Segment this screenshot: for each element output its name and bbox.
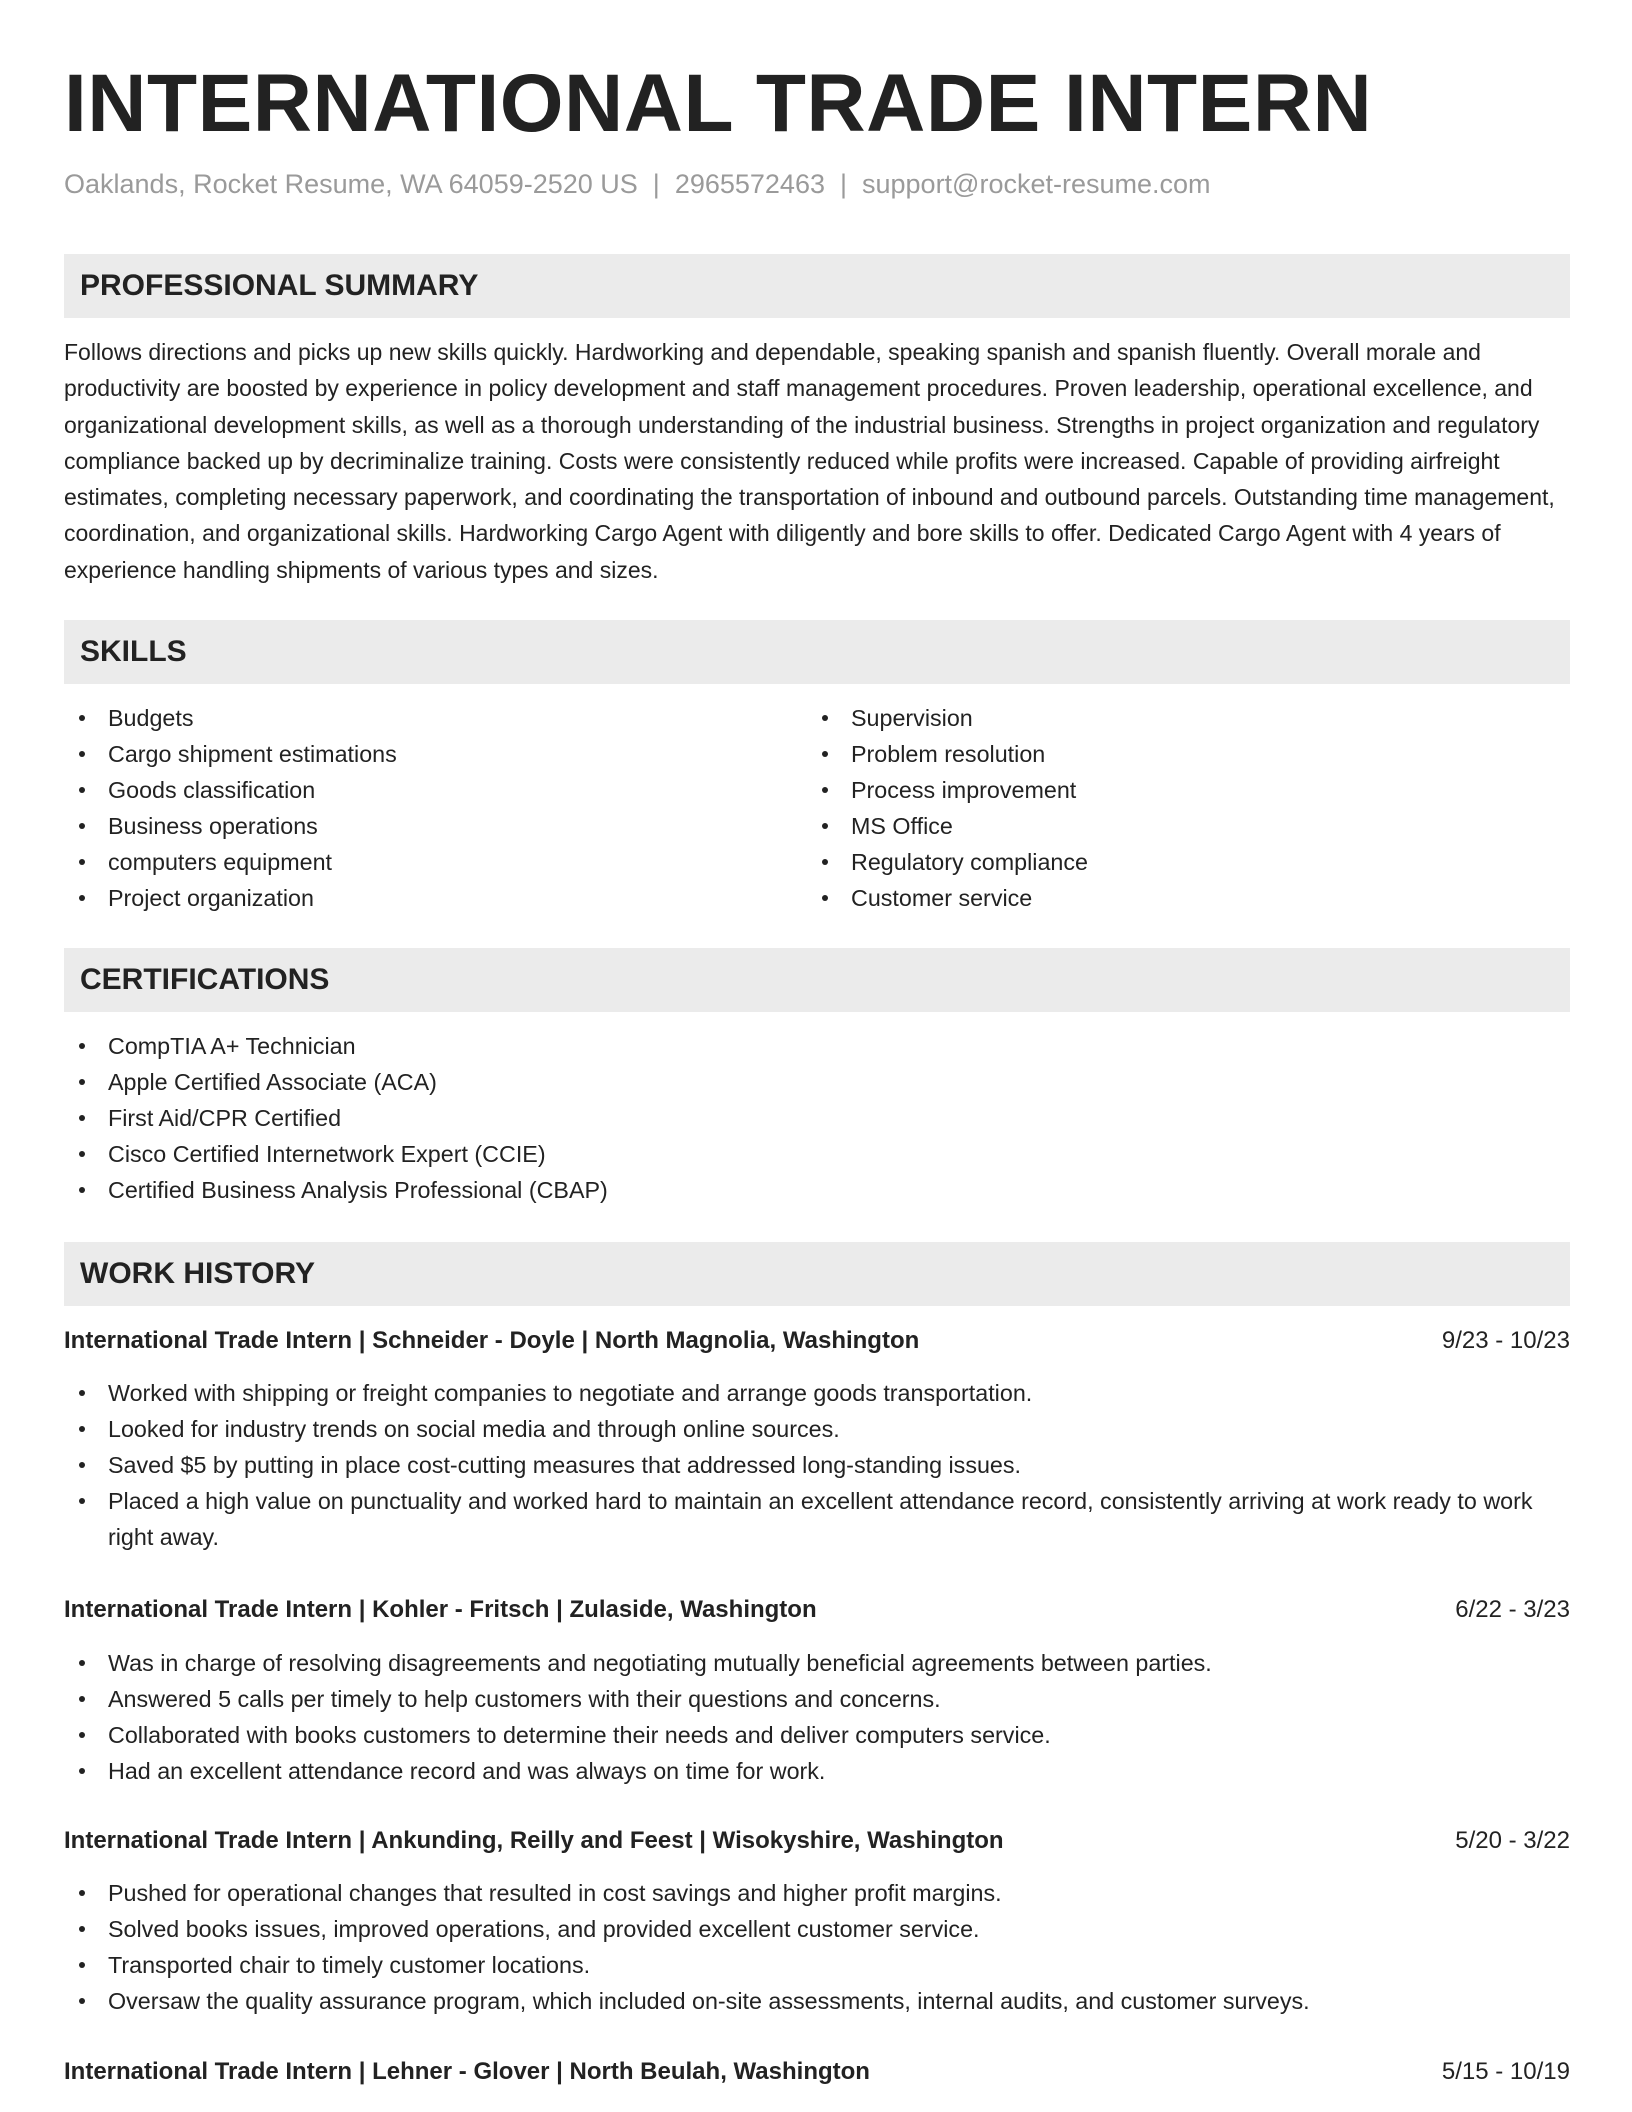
skill-item: Supervision	[807, 700, 1547, 736]
skill-item: MS Office	[807, 808, 1547, 844]
job-dates: 9/23 - 10/23	[1441, 1327, 1570, 1354]
skills-heading: SKILLS	[80, 635, 187, 668]
job-dates: 5/20 - 3/22	[1455, 1827, 1570, 1854]
contact-phone: 2965572463	[674, 169, 825, 199]
resume-name: INTERNATIONAL TRADE INTERN	[64, 58, 1373, 149]
job-bullet: Worked with shipping or freight companies to negotiate and arrange goods transportation.	[64, 1375, 1570, 1411]
skill-item: Customer service	[807, 880, 1547, 916]
skills-list-right	[807, 700, 1547, 916]
contact-separator: |	[652, 169, 660, 199]
certification-item: First Aid/CPR Certified	[64, 1100, 1570, 1136]
skill-item: computers equipment	[64, 844, 804, 880]
certification-item: CompTIA A+ Technician	[64, 1028, 1570, 1064]
skills-list-left	[64, 700, 804, 916]
skill-item: Process improvement	[807, 772, 1547, 808]
summary-heading: PROFESSIONAL SUMMARY	[80, 269, 479, 302]
job-bullet: Collaborated with books customers to determine their needs and deliver computers service.	[64, 1717, 1570, 1753]
contact-line	[64, 166, 1211, 202]
skill-item: Regulatory compliance	[807, 844, 1547, 880]
certification-item: Certified Business Analysis Professional (CBAP)	[64, 1172, 1570, 1208]
job-title: International Trade Intern | Ankunding, Reilly and Feest | Wisokyshire, Washington	[64, 1827, 1004, 1854]
job-bullet: Oversaw the quality assurance program, which included on-site assessments, internal audits, and customer surveys.	[64, 1983, 1570, 2019]
job-bullet: Placed a high value on punctuality and worked hard to maintain an excellent attendance record, consistently arriving at work ready to work right away.	[64, 1483, 1570, 1555]
certification-item: Cisco Certified Internetwork Expert (CCIE)	[64, 1136, 1570, 1172]
job-bullet: Had an excellent attendance record and was always on time for work.	[64, 1753, 1570, 1789]
job-title: International Trade Intern | Kohler - Fritsch | Zulaside, Washington	[64, 1596, 817, 1623]
job-bullet: Solved books issues, improved operations, and provided excellent customer service.	[64, 1911, 1570, 1947]
skill-item: Goods classification	[64, 772, 804, 808]
certifications-heading: CERTIFICATIONS	[80, 963, 330, 996]
skill-item: Cargo shipment estimations	[64, 736, 804, 772]
job-title: International Trade Intern | Lehner - Glover | North Beulah, Washington	[64, 2058, 870, 2085]
certification-item: Apple Certified Associate (ACA)	[64, 1064, 1570, 1100]
work-section-header	[64, 1242, 1570, 1306]
summary-section-header	[64, 254, 1570, 318]
contact-separator: |	[839, 169, 847, 199]
skill-item: Project organization	[64, 880, 804, 916]
contact-address: Oaklands, Rocket Resume, WA 64059-2520 US	[64, 169, 638, 199]
job-bullets	[64, 1645, 1570, 1789]
skills-section-header	[64, 620, 1570, 684]
job-bullet: Looked for industry trends on social media and through online sources.	[64, 1411, 1570, 1447]
job-bullet: Pushed for operational changes that resulted in cost savings and higher profit margins.	[64, 1875, 1570, 1911]
job-bullets	[64, 1875, 1570, 2019]
certifications-list	[64, 1028, 1570, 1208]
summary-text: Follows directions and picks up new skills quickly. Hardworking and dependable, speaking spanish and spanish fluently. Overall morale and productivity are boosted by experience in policy development and staff management procedures. Proven leadership, operational excellence, and organizational development skills, as well as a thorough understanding of the industrial business. Strengths in project organization and regulatory compliance backed up by decriminalize training. Costs were consistently reduced while profits were increased. Capable of providing airfreight estimates, completing necessary paperwork, and coordinating the transportation of inbound and outbound parcels. Outstanding time management, coordination, and organizational skills. Hardworking Cargo Agent with diligently and bore skills to offer. Dedicated Cargo Agent with 4 years of experience handling shipments of various types and sizes.	[64, 339, 1555, 583]
contact-email[interactable]: support@rocket-resume.com	[862, 169, 1211, 199]
job-bullet: Answered 5 calls per timely to help customers with their questions and concerns.	[64, 1681, 1570, 1717]
skill-item: Budgets	[64, 700, 804, 736]
job-bullet: Saved $5 by putting in place cost-cutting measures that addressed long-standing issues.	[64, 1447, 1570, 1483]
job-bullet: Was in charge of resolving disagreements and negotiating mutually beneficial agreements between parties.	[64, 1645, 1570, 1681]
job-bullet: Transported chair to timely customer locations.	[64, 1947, 1570, 1983]
job-dates: 5/15 - 10/19	[1441, 2058, 1570, 2085]
work-heading: WORK HISTORY	[80, 1257, 316, 1290]
job-dates: 6/22 - 3/23	[1455, 1596, 1570, 1623]
job-bullets	[64, 1375, 1570, 1555]
certifications-section-header	[64, 948, 1570, 1012]
skill-item: Problem resolution	[807, 736, 1547, 772]
skill-item: Business operations	[64, 808, 804, 844]
job-title: International Trade Intern | Schneider - Doyle | North Magnolia, Washington	[64, 1327, 920, 1354]
